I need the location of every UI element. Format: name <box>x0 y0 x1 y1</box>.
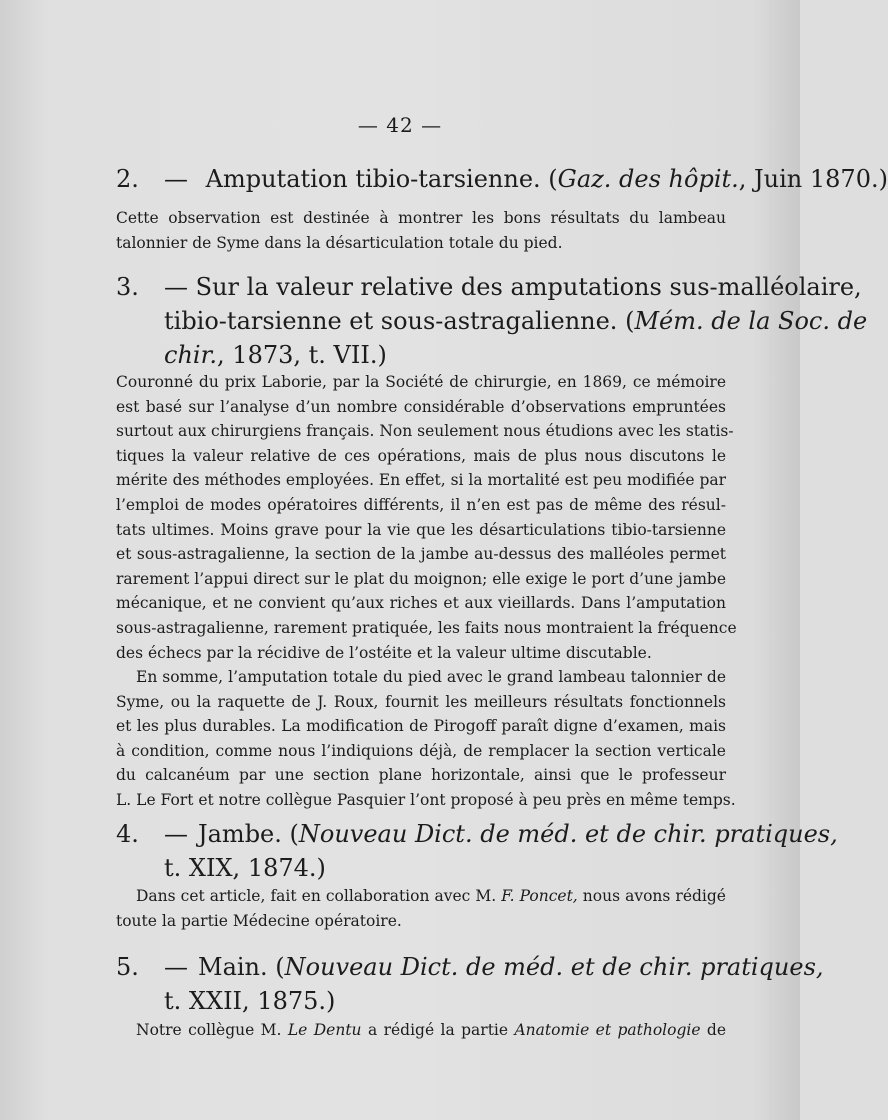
entry-3-title <box>116 270 868 372</box>
entry-reference-rest: , 1873, t. VII.) <box>217 341 387 369</box>
entry-reference-rest: , Juin 1870.) <box>738 165 888 193</box>
text-line: talonnier de Syme dans la désarticulation totale du pied. <box>116 233 563 252</box>
entry-reference: Mém. de la Soc. de <box>634 307 868 335</box>
text-line: mérite des méthodes employées. En effet, si la mortalité est peu modifiée par <box>116 471 727 490</box>
text-line <box>116 884 726 909</box>
entry-title-line: Sur la valeur relative des amputations sus-malléolaire, <box>195 273 862 301</box>
entry-title: Amputation tibio-tarsienne. <box>205 165 541 193</box>
text-line: est basé sur l’analyse d’un nombre considérable d’observations empruntées <box>116 397 726 416</box>
page-number: — 42 — <box>357 113 443 137</box>
text-line: l’emploi de modes opératoires différents, il n’en est pas de même des résul- <box>116 495 726 514</box>
text-line: mécanique, et ne convient qu’aux riches et aux vieillards. Dans l’amputation <box>116 594 726 613</box>
author-name: F. Poncet, <box>501 887 578 905</box>
entry-reference-rest: t. XXII, 1875.) <box>164 987 336 1015</box>
text-line: du calcanéum par une section plane horizontale, ainsi que le professeur <box>116 766 726 785</box>
entry-title: Main. ( <box>198 953 285 981</box>
entry-number: 4. <box>116 820 139 848</box>
text-line: surtout aux chirurgiens français. Non seulement nous étudions avec les statis- <box>116 422 734 441</box>
text-line: L. Le Fort et notre collègue Pasquier l’ont proposé à peu près en même temps. <box>116 790 736 809</box>
entry-reference: Gaz. des hôpit. <box>557 165 739 193</box>
text-run: Dans cet article, fait en collaboration avec M. <box>136 887 502 905</box>
em-dash: — <box>164 820 188 848</box>
text-line: Syme, ou la raquette de J. Roux, fournit les meilleurs résultats fonctionnels <box>116 692 726 711</box>
entry-3-paragraph-1 <box>116 370 737 665</box>
text-line: rarement l’appui direct sur le plat du moignon; elle exige le port d’une jambe <box>116 569 726 588</box>
entry-5-title <box>116 950 824 1018</box>
text-line: tats ultimes. Moins grave pour la vie que les désarticulations tibio-tarsienne <box>116 520 726 539</box>
text-run-italic: Anatomie et pathologie <box>514 1021 701 1039</box>
entry-reference: Nouveau Dict. de méd. et de chir. pratiques, <box>298 820 838 848</box>
text-line: En somme, l’amputation totale du pied avec le grand lambeau talonnier de <box>136 668 726 686</box>
entry-5-paragraph <box>116 1018 726 1043</box>
entry-number: 5. <box>116 953 139 981</box>
entry-title-line: tibio-tarsienne et sous-astragalienne. ( <box>164 307 635 335</box>
entry-number: 2. <box>116 165 139 193</box>
entry-2-paragraph <box>116 206 726 255</box>
text-run: de <box>700 1021 727 1039</box>
text-line: des échecs par la récidive de l’ostéite et la valeur ultime discutable. <box>116 643 652 662</box>
text-line <box>116 1018 726 1043</box>
entry-title: Jambe. ( <box>198 820 299 848</box>
entry-2-title: 2. — Amputation tibio-tarsienne. (Gaz. des hôpit., Juin 1870.) <box>116 162 888 196</box>
entry-reference: chir. <box>164 341 218 369</box>
text-line: Couronné du prix Laborie, par la Société de chirurgie, en 1869, ce mémoire <box>116 373 726 391</box>
text-line: tiques la valeur relative de ces opérations, mais de plus nous discutons le <box>116 446 726 465</box>
text-run: nous avons rédigé <box>577 887 726 905</box>
em-dash: — <box>164 273 188 301</box>
text-line: toute la partie Médecine opératoire. <box>116 911 402 930</box>
em-dash: — <box>164 953 188 981</box>
entry-4-title <box>116 817 838 885</box>
author-name: Le Dentu <box>287 1021 362 1039</box>
text-line: à condition, comme nous l’indiquions déjà, de remplacer la section verticale <box>116 741 726 760</box>
entry-reference-rest: t. XIX, 1874.) <box>164 854 326 882</box>
text-run: a rédigé la partie <box>361 1021 515 1039</box>
entry-reference: Nouveau Dict. de méd. et de chir. pratiques, <box>284 953 824 981</box>
entry-3-paragraph-2 <box>116 665 736 813</box>
entry-number: 3. <box>116 273 139 301</box>
text-line: et les plus durables. La modification de Pirogoff paraît digne d’examen, mais <box>116 717 726 736</box>
text-line: sous-astragalienne, rarement pratiquée, les faits nous montraient la fréquence <box>116 618 737 637</box>
entry-4-paragraph <box>116 884 726 933</box>
text-run: Notre collègue M. <box>136 1021 288 1039</box>
em-dash: — <box>164 165 188 193</box>
text-line: Cette observation est destinée à montrer les bons résultats du lambeau <box>116 209 726 227</box>
text-line: et sous-astragalienne, la section de la jambe au-dessus des malléoles permet <box>116 545 726 564</box>
